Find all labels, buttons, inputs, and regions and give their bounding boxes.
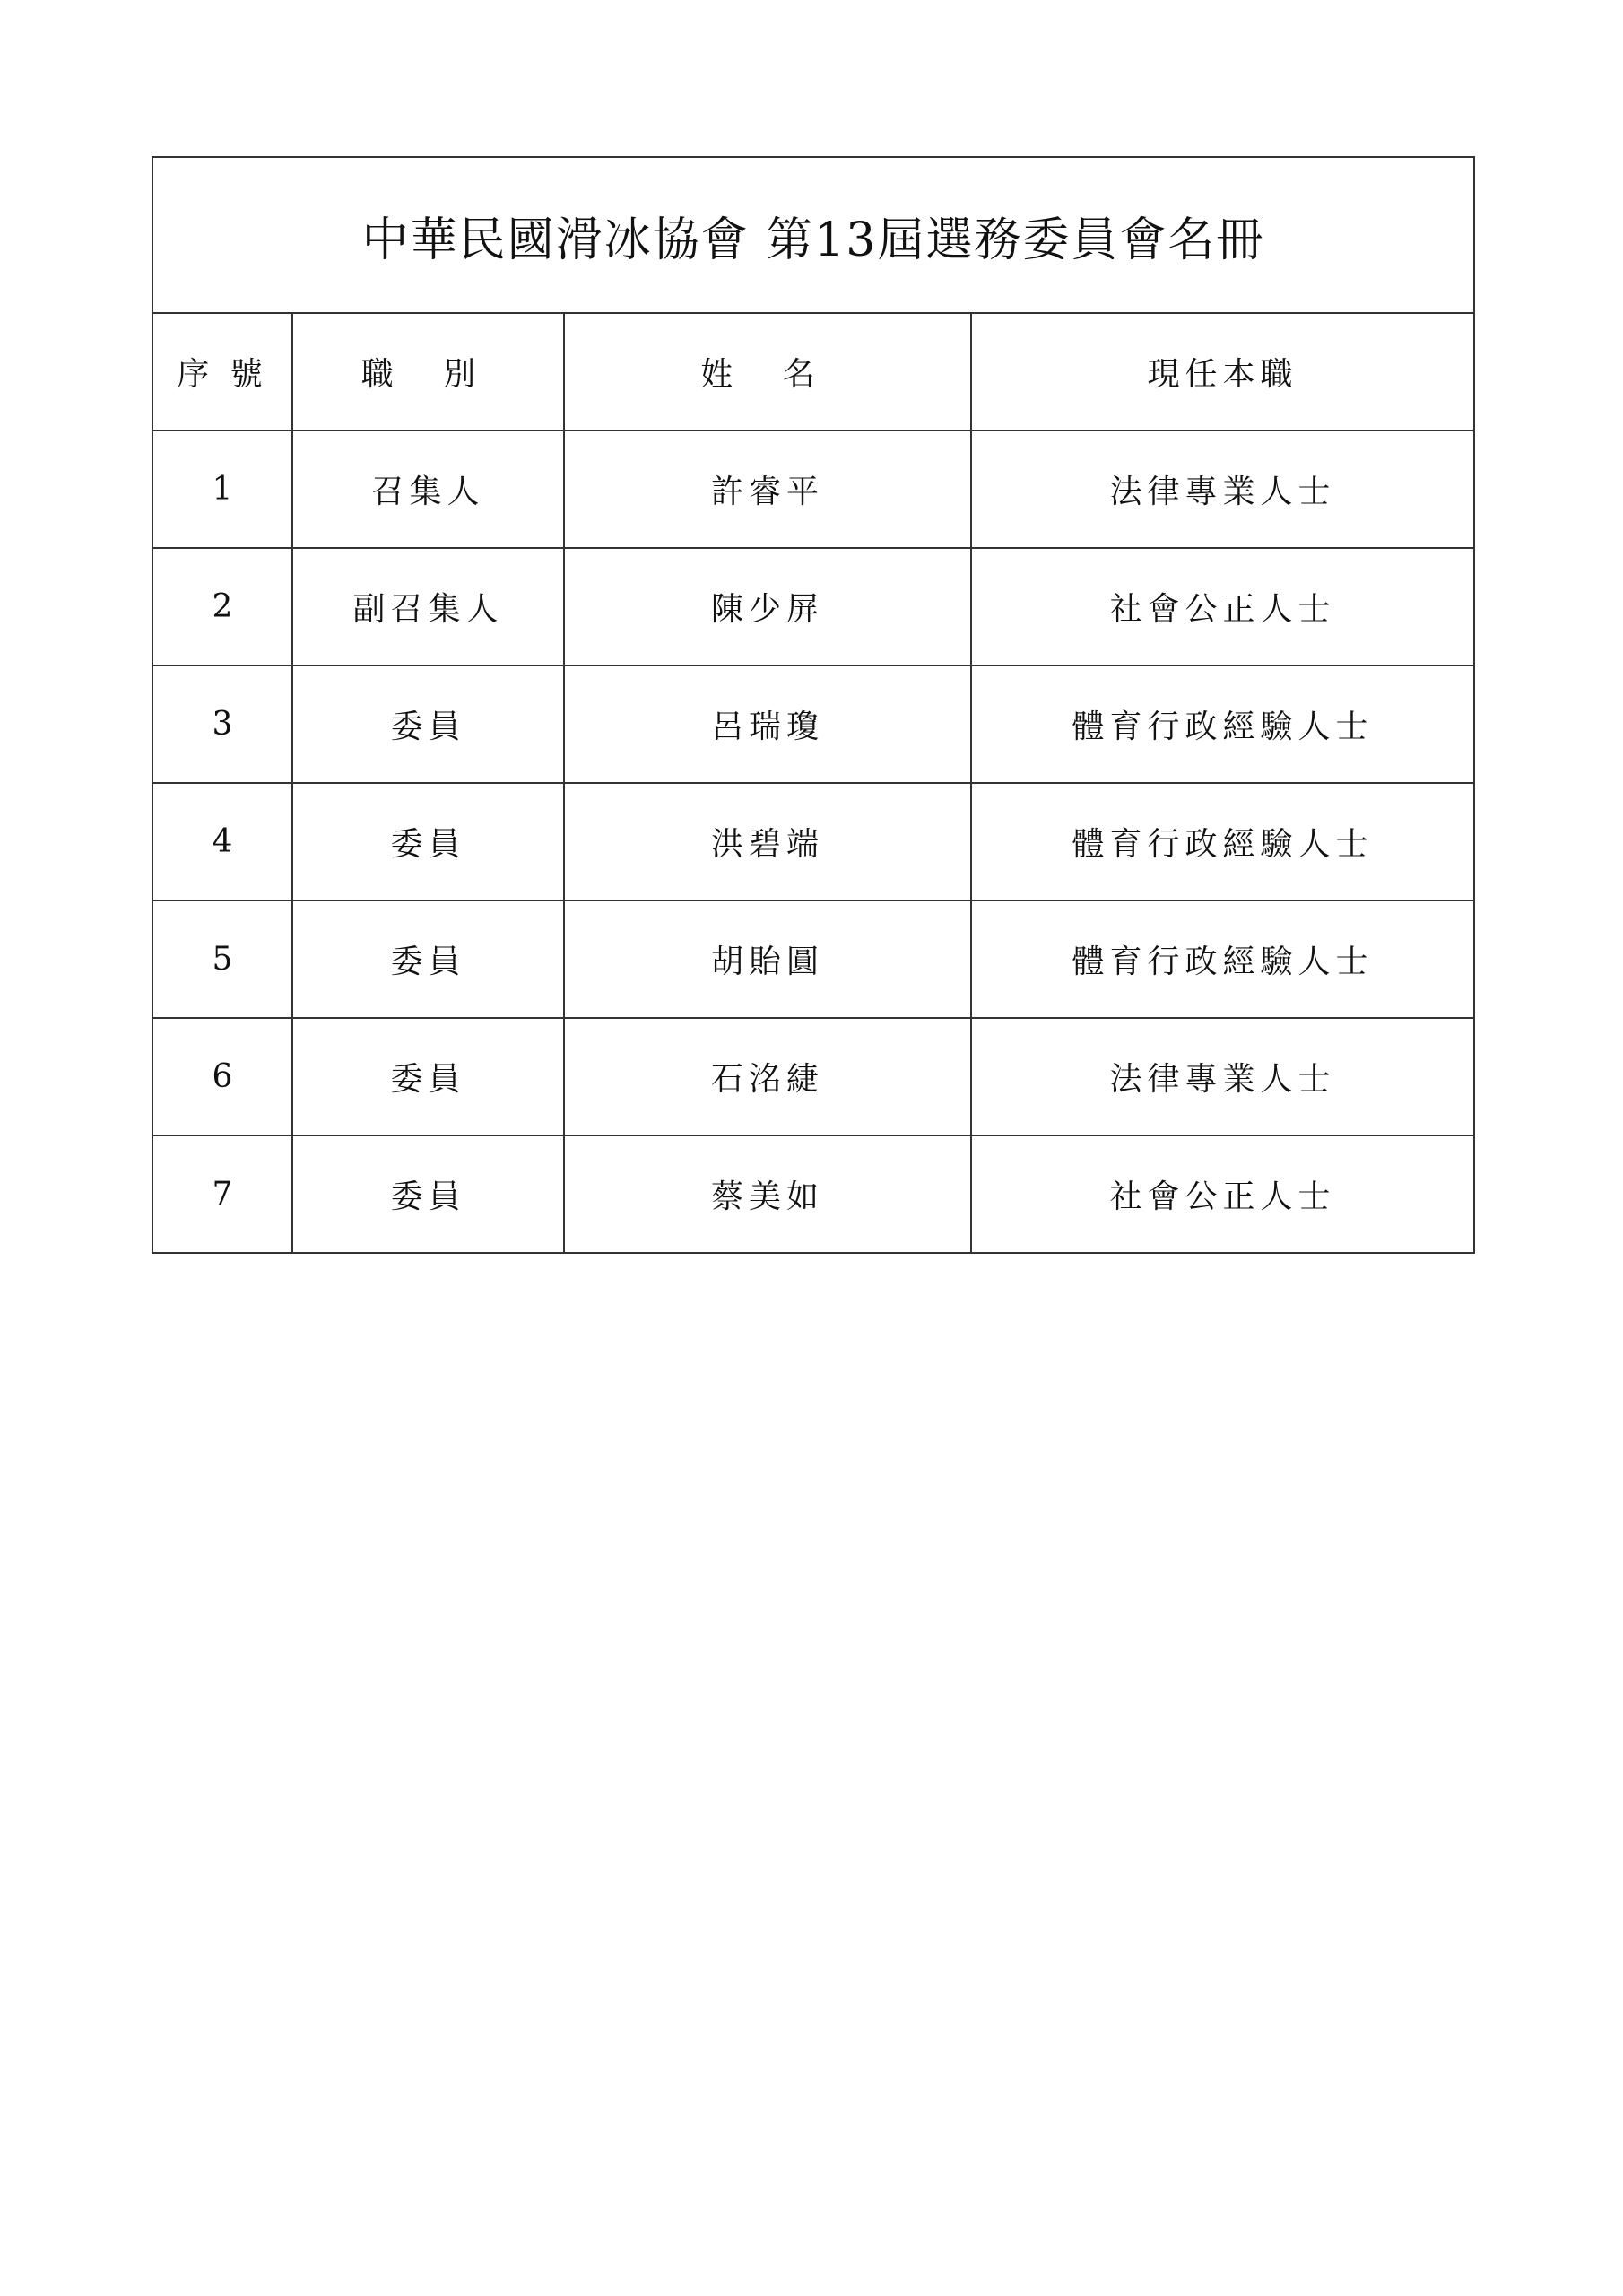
column-header-position: 職 別	[292, 313, 564, 430]
cell-position: 委員	[292, 1135, 564, 1253]
table-row	[152, 900, 1474, 1018]
cell-position: 委員	[292, 665, 564, 783]
cell-name: 胡貽圓	[564, 900, 971, 1018]
cell-seq: 1	[152, 430, 292, 548]
cell-position: 副召集人	[292, 548, 564, 665]
cell-seq: 5	[152, 900, 292, 1018]
cell-name: 陳少屏	[564, 548, 971, 665]
cell-current-job: 法律專業人士	[971, 430, 1474, 548]
cell-current-job: 法律專業人士	[971, 1018, 1474, 1135]
cell-seq: 4	[152, 783, 292, 900]
cell-position: 委員	[292, 900, 564, 1018]
column-header-seq: 序 號	[152, 313, 292, 430]
cell-current-job: 體育行政經驗人士	[971, 783, 1474, 900]
table-row	[152, 548, 1474, 665]
table-row	[152, 665, 1474, 783]
committee-roster-table	[152, 156, 1475, 1254]
cell-name: 呂瑞瓊	[564, 665, 971, 783]
title-row	[152, 157, 1474, 313]
cell-position: 召集人	[292, 430, 564, 548]
cell-seq: 2	[152, 548, 292, 665]
column-header-current-job: 現任本職	[971, 313, 1474, 430]
table-row	[152, 783, 1474, 900]
cell-current-job: 體育行政經驗人士	[971, 900, 1474, 1018]
cell-name: 許睿平	[564, 430, 971, 548]
table-row	[152, 1135, 1474, 1253]
column-header-name: 姓 名	[564, 313, 971, 430]
cell-seq: 3	[152, 665, 292, 783]
cell-current-job: 體育行政經驗人士	[971, 665, 1474, 783]
cell-current-job: 社會公正人士	[971, 548, 1474, 665]
cell-name: 石洺緁	[564, 1018, 971, 1135]
header-row	[152, 313, 1474, 430]
cell-name: 洪碧端	[564, 783, 971, 900]
cell-seq: 7	[152, 1135, 292, 1253]
cell-position: 委員	[292, 783, 564, 900]
cell-seq: 6	[152, 1018, 292, 1135]
table-row	[152, 1018, 1474, 1135]
cell-current-job: 社會公正人士	[971, 1135, 1474, 1253]
cell-position: 委員	[292, 1018, 564, 1135]
document-title: 中華民國滑冰協會 第13屆選務委員會名冊	[152, 157, 1474, 313]
table-row	[152, 430, 1474, 548]
cell-name: 蔡美如	[564, 1135, 971, 1253]
